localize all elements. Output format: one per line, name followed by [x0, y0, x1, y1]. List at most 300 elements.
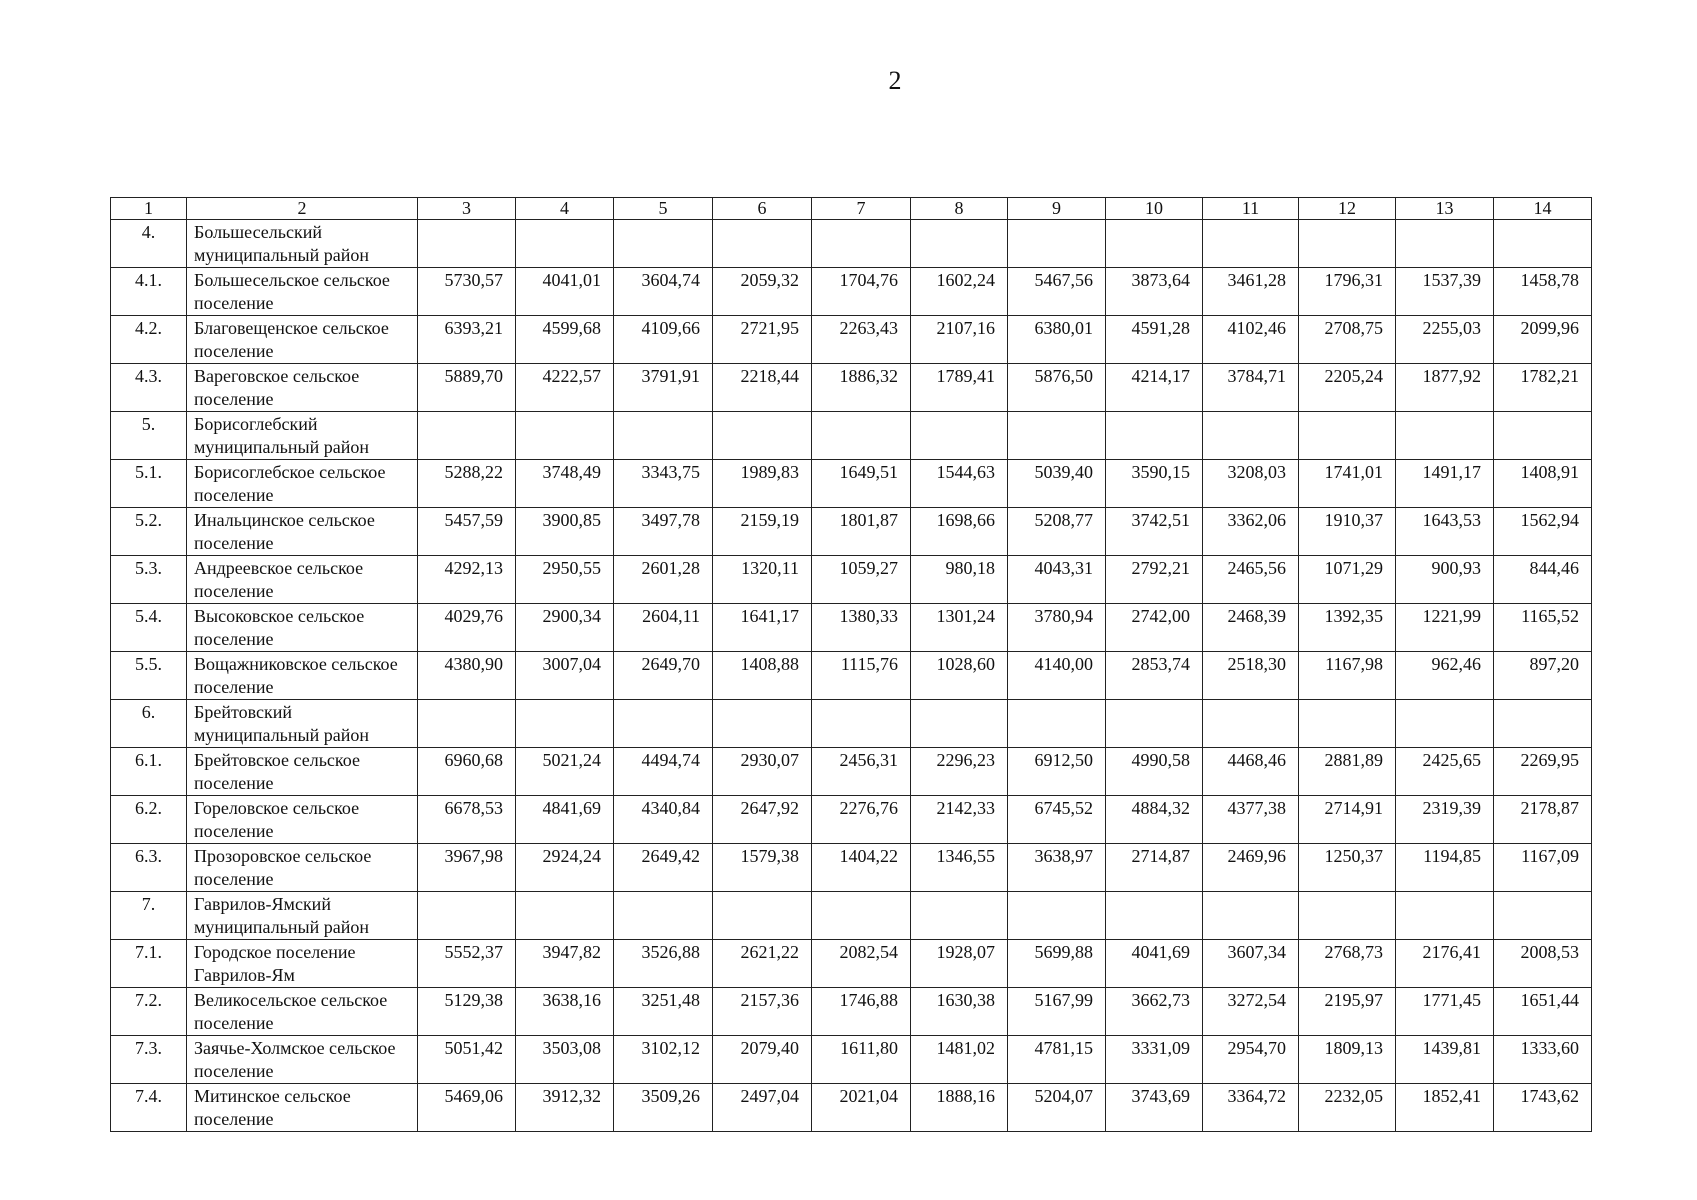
value-cell	[911, 892, 1008, 940]
value-cell	[1299, 220, 1396, 268]
value-cell: 1651,44	[1494, 988, 1592, 1036]
column-header-4: 4	[516, 198, 614, 220]
value-cell	[516, 412, 614, 460]
value-cell: 2649,42	[614, 844, 713, 892]
value-cell: 2881,89	[1299, 748, 1396, 796]
value-cell: 2647,92	[713, 796, 812, 844]
row-number-cell: 6.	[111, 700, 187, 748]
value-cell: 2924,24	[516, 844, 614, 892]
value-cell: 1641,17	[713, 604, 812, 652]
column-header-2: 2	[187, 198, 418, 220]
value-cell	[1494, 412, 1592, 460]
value-cell: 1746,88	[812, 988, 911, 1036]
table-row	[111, 268, 1592, 316]
value-cell: 1888,16	[911, 1084, 1008, 1132]
value-cell: 5699,88	[1008, 940, 1106, 988]
value-cell: 3791,91	[614, 364, 713, 412]
column-header-6: 6	[713, 198, 812, 220]
value-cell: 1611,80	[812, 1036, 911, 1084]
value-cell: 1852,41	[1396, 1084, 1494, 1132]
row-number-cell: 6.2.	[111, 796, 187, 844]
value-cell: 1167,98	[1299, 652, 1396, 700]
row-number-cell: 6.1.	[111, 748, 187, 796]
value-cell	[812, 412, 911, 460]
value-cell	[713, 700, 812, 748]
value-cell: 6380,01	[1008, 316, 1106, 364]
value-cell: 3662,73	[1106, 988, 1203, 1036]
value-cell: 5889,70	[418, 364, 516, 412]
table-row	[111, 460, 1592, 508]
row-number-cell: 4.	[111, 220, 187, 268]
table-row	[111, 1036, 1592, 1084]
value-cell: 2465,56	[1203, 556, 1299, 604]
value-cell: 1320,11	[713, 556, 812, 604]
table-body	[111, 198, 1592, 1132]
value-cell: 4041,69	[1106, 940, 1203, 988]
value-cell: 2742,00	[1106, 604, 1203, 652]
row-number-cell: 7.4.	[111, 1084, 187, 1132]
value-cell: 4781,15	[1008, 1036, 1106, 1084]
value-cell: 1743,62	[1494, 1084, 1592, 1132]
value-cell: 3967,98	[418, 844, 516, 892]
value-cell	[1299, 412, 1396, 460]
row-number-cell: 6.3.	[111, 844, 187, 892]
settlement-name-cell: Вощажниковское сельское поселение	[187, 652, 418, 700]
value-cell: 900,93	[1396, 556, 1494, 604]
value-cell: 5129,38	[418, 988, 516, 1036]
value-cell: 1167,09	[1494, 844, 1592, 892]
value-cell: 2178,87	[1494, 796, 1592, 844]
value-cell: 2255,03	[1396, 316, 1494, 364]
value-cell: 1562,94	[1494, 508, 1592, 556]
value-cell: 2107,16	[911, 316, 1008, 364]
value-cell	[1396, 700, 1494, 748]
value-cell	[1203, 412, 1299, 460]
value-cell: 2263,43	[812, 316, 911, 364]
value-cell: 6393,21	[418, 316, 516, 364]
value-cell	[614, 892, 713, 940]
value-cell: 1630,38	[911, 988, 1008, 1036]
value-cell: 1704,76	[812, 268, 911, 316]
value-cell: 1059,27	[812, 556, 911, 604]
value-cell: 1886,32	[812, 364, 911, 412]
value-cell: 2604,11	[614, 604, 713, 652]
settlement-name-cell: Гореловское сельское поселение	[187, 796, 418, 844]
value-cell	[713, 412, 812, 460]
value-cell: 2276,76	[812, 796, 911, 844]
value-cell: 5467,56	[1008, 268, 1106, 316]
table-row	[111, 556, 1592, 604]
value-cell: 3272,54	[1203, 988, 1299, 1036]
value-cell: 1194,85	[1396, 844, 1494, 892]
value-cell: 2621,22	[713, 940, 812, 988]
value-cell: 6678,53	[418, 796, 516, 844]
value-cell	[614, 412, 713, 460]
value-cell: 3362,06	[1203, 508, 1299, 556]
table-row	[111, 220, 1592, 268]
value-cell: 2142,33	[911, 796, 1008, 844]
table-header-row	[111, 198, 1592, 220]
value-cell: 1221,99	[1396, 604, 1494, 652]
value-cell: 2714,87	[1106, 844, 1203, 892]
row-number-cell: 7.2.	[111, 988, 187, 1036]
value-cell: 1481,02	[911, 1036, 1008, 1084]
value-cell: 2082,54	[812, 940, 911, 988]
column-header-10: 10	[1106, 198, 1203, 220]
value-cell	[812, 892, 911, 940]
value-cell: 2021,04	[812, 1084, 911, 1132]
row-number-cell: 5.3.	[111, 556, 187, 604]
value-cell	[1008, 412, 1106, 460]
value-cell: 2269,95	[1494, 748, 1592, 796]
value-cell: 3743,69	[1106, 1084, 1203, 1132]
row-number-cell: 5.5.	[111, 652, 187, 700]
value-cell: 2708,75	[1299, 316, 1396, 364]
value-cell: 3509,26	[614, 1084, 713, 1132]
settlement-name-cell: Прозоровское сельское поселение	[187, 844, 418, 892]
value-cell: 2159,19	[713, 508, 812, 556]
value-cell: 1771,45	[1396, 988, 1494, 1036]
value-cell	[911, 220, 1008, 268]
row-number-cell: 4.3.	[111, 364, 187, 412]
value-cell: 5469,06	[418, 1084, 516, 1132]
tariff-table	[110, 197, 1592, 1132]
table-row	[111, 892, 1592, 940]
value-cell: 4468,46	[1203, 748, 1299, 796]
value-cell: 3912,32	[516, 1084, 614, 1132]
value-cell	[516, 220, 614, 268]
value-cell: 3638,97	[1008, 844, 1106, 892]
settlement-name-cell: Благовещенское сельское поселение	[187, 316, 418, 364]
column-header-3: 3	[418, 198, 516, 220]
table-row	[111, 508, 1592, 556]
value-cell	[1299, 892, 1396, 940]
settlement-name-cell: Инальцинское сельское поселение	[187, 508, 418, 556]
value-cell: 5552,37	[418, 940, 516, 988]
row-number-cell: 7.3.	[111, 1036, 187, 1084]
value-cell	[812, 220, 911, 268]
value-cell: 6912,50	[1008, 748, 1106, 796]
value-cell: 4041,01	[516, 268, 614, 316]
value-cell	[614, 220, 713, 268]
settlement-name-cell: Андреевское сельское поселение	[187, 556, 418, 604]
value-cell: 5021,24	[516, 748, 614, 796]
value-cell: 4884,32	[1106, 796, 1203, 844]
settlement-name-cell: Большесельское сельское поселение	[187, 268, 418, 316]
value-cell: 3331,09	[1106, 1036, 1203, 1084]
settlement-name-cell: Митинское сельское поселение	[187, 1084, 418, 1132]
value-cell: 1346,55	[911, 844, 1008, 892]
settlement-name-cell: Большесельский муниципальный район	[187, 220, 418, 268]
value-cell: 2853,74	[1106, 652, 1203, 700]
value-cell: 3607,34	[1203, 940, 1299, 988]
table-row	[111, 1084, 1592, 1132]
value-cell: 2205,24	[1299, 364, 1396, 412]
value-cell: 1333,60	[1494, 1036, 1592, 1084]
value-cell: 2079,40	[713, 1036, 812, 1084]
value-cell: 1165,52	[1494, 604, 1592, 652]
row-number-cell: 7.	[111, 892, 187, 940]
value-cell	[1494, 700, 1592, 748]
value-cell: 2768,73	[1299, 940, 1396, 988]
value-cell	[1494, 220, 1592, 268]
value-cell: 3503,08	[516, 1036, 614, 1084]
value-cell	[911, 412, 1008, 460]
value-cell: 3748,49	[516, 460, 614, 508]
value-cell: 1698,66	[911, 508, 1008, 556]
value-cell: 3873,64	[1106, 268, 1203, 316]
settlement-name-cell: Заячье-Холмское сельское поселение	[187, 1036, 418, 1084]
value-cell: 1380,33	[812, 604, 911, 652]
value-cell: 4340,84	[614, 796, 713, 844]
value-cell: 2176,41	[1396, 940, 1494, 988]
value-cell: 1491,17	[1396, 460, 1494, 508]
value-cell	[614, 700, 713, 748]
value-cell: 1643,53	[1396, 508, 1494, 556]
value-cell: 4029,76	[418, 604, 516, 652]
table-row	[111, 412, 1592, 460]
value-cell: 4109,66	[614, 316, 713, 364]
value-cell	[1106, 220, 1203, 268]
value-cell: 4140,00	[1008, 652, 1106, 700]
value-cell: 2195,97	[1299, 988, 1396, 1036]
value-cell	[1106, 892, 1203, 940]
value-cell: 2714,91	[1299, 796, 1396, 844]
value-cell	[1203, 700, 1299, 748]
value-cell: 5208,77	[1008, 508, 1106, 556]
value-cell: 2601,28	[614, 556, 713, 604]
value-cell	[1106, 700, 1203, 748]
settlement-name-cell: Брейтовское сельское поселение	[187, 748, 418, 796]
value-cell: 1649,51	[812, 460, 911, 508]
value-cell: 1544,63	[911, 460, 1008, 508]
value-cell: 2930,07	[713, 748, 812, 796]
column-header-8: 8	[911, 198, 1008, 220]
value-cell	[911, 700, 1008, 748]
value-cell: 3251,48	[614, 988, 713, 1036]
value-cell: 980,18	[911, 556, 1008, 604]
value-cell: 6960,68	[418, 748, 516, 796]
value-cell	[418, 700, 516, 748]
value-cell: 3102,12	[614, 1036, 713, 1084]
value-cell: 1392,35	[1299, 604, 1396, 652]
column-header-7: 7	[812, 198, 911, 220]
value-cell: 2218,44	[713, 364, 812, 412]
column-header-13: 13	[1396, 198, 1494, 220]
value-cell: 5288,22	[418, 460, 516, 508]
value-cell: 1408,91	[1494, 460, 1592, 508]
column-header-14: 14	[1494, 198, 1592, 220]
column-header-11: 11	[1203, 198, 1299, 220]
value-cell: 2469,96	[1203, 844, 1299, 892]
settlement-name-cell: Вареговское сельское поселение	[187, 364, 418, 412]
page-number: 2	[888, 66, 902, 95]
value-cell: 2319,39	[1396, 796, 1494, 844]
value-cell: 3526,88	[614, 940, 713, 988]
value-cell: 3343,75	[614, 460, 713, 508]
table-row	[111, 940, 1592, 988]
value-cell: 844,46	[1494, 556, 1592, 604]
row-number-cell: 7.1.	[111, 940, 187, 988]
value-cell: 3590,15	[1106, 460, 1203, 508]
value-cell: 1782,21	[1494, 364, 1592, 412]
value-cell	[1396, 892, 1494, 940]
value-cell: 1439,81	[1396, 1036, 1494, 1084]
value-cell: 1602,24	[911, 268, 1008, 316]
value-cell: 5876,50	[1008, 364, 1106, 412]
value-cell: 4591,28	[1106, 316, 1203, 364]
settlement-name-cell: Гаврилов-Ямский муниципальный район	[187, 892, 418, 940]
settlement-name-cell: Великосельское сельское поселение	[187, 988, 418, 1036]
table-row	[111, 604, 1592, 652]
value-cell	[1494, 892, 1592, 940]
value-cell: 1537,39	[1396, 268, 1494, 316]
value-cell	[1008, 700, 1106, 748]
value-cell: 4380,90	[418, 652, 516, 700]
row-number-cell: 5.	[111, 412, 187, 460]
value-cell	[1299, 700, 1396, 748]
value-cell: 2468,39	[1203, 604, 1299, 652]
value-cell: 5204,07	[1008, 1084, 1106, 1132]
value-cell: 2792,21	[1106, 556, 1203, 604]
table-row	[111, 652, 1592, 700]
value-cell: 2059,32	[713, 268, 812, 316]
value-cell	[418, 412, 516, 460]
value-cell	[713, 220, 812, 268]
row-number-cell: 4.1.	[111, 268, 187, 316]
value-cell: 2497,04	[713, 1084, 812, 1132]
value-cell: 1910,37	[1299, 508, 1396, 556]
value-cell: 3780,94	[1008, 604, 1106, 652]
value-cell: 3007,04	[516, 652, 614, 700]
table-row	[111, 988, 1592, 1036]
column-header-5: 5	[614, 198, 713, 220]
value-cell	[713, 892, 812, 940]
value-cell	[1203, 892, 1299, 940]
value-cell: 1877,92	[1396, 364, 1494, 412]
value-cell: 2232,05	[1299, 1084, 1396, 1132]
value-cell: 2456,31	[812, 748, 911, 796]
row-number-cell: 5.2.	[111, 508, 187, 556]
value-cell: 1408,88	[713, 652, 812, 700]
value-cell	[418, 220, 516, 268]
value-cell	[516, 700, 614, 748]
value-cell: 3461,28	[1203, 268, 1299, 316]
row-number-cell: 5.1.	[111, 460, 187, 508]
value-cell: 4841,69	[516, 796, 614, 844]
value-cell: 3742,51	[1106, 508, 1203, 556]
value-cell	[1396, 220, 1494, 268]
value-cell: 3604,74	[614, 268, 713, 316]
value-cell: 3900,85	[516, 508, 614, 556]
value-cell: 1928,07	[911, 940, 1008, 988]
value-cell	[1008, 220, 1106, 268]
value-cell	[1008, 892, 1106, 940]
value-cell: 1250,37	[1299, 844, 1396, 892]
value-cell: 3638,16	[516, 988, 614, 1036]
value-cell: 2950,55	[516, 556, 614, 604]
value-cell: 1989,83	[713, 460, 812, 508]
value-cell	[1396, 412, 1494, 460]
table-row	[111, 316, 1592, 364]
value-cell: 4222,57	[516, 364, 614, 412]
value-cell: 5167,99	[1008, 988, 1106, 1036]
value-cell: 4043,31	[1008, 556, 1106, 604]
value-cell	[1203, 220, 1299, 268]
value-cell: 5051,42	[418, 1036, 516, 1084]
value-cell: 4599,68	[516, 316, 614, 364]
value-cell: 2425,65	[1396, 748, 1494, 796]
value-cell: 4102,46	[1203, 316, 1299, 364]
value-cell: 2518,30	[1203, 652, 1299, 700]
value-cell: 1458,78	[1494, 268, 1592, 316]
value-cell: 2721,95	[713, 316, 812, 364]
value-cell: 4990,58	[1106, 748, 1203, 796]
value-cell	[812, 700, 911, 748]
column-header-12: 12	[1299, 198, 1396, 220]
value-cell: 2900,34	[516, 604, 614, 652]
row-number-cell: 4.2.	[111, 316, 187, 364]
value-cell: 5457,59	[418, 508, 516, 556]
value-cell: 5039,40	[1008, 460, 1106, 508]
value-cell: 4292,13	[418, 556, 516, 604]
value-cell: 2954,70	[1203, 1036, 1299, 1084]
table-row	[111, 796, 1592, 844]
column-header-1: 1	[111, 198, 187, 220]
value-cell: 1301,24	[911, 604, 1008, 652]
column-header-9: 9	[1008, 198, 1106, 220]
value-cell: 2649,70	[614, 652, 713, 700]
value-cell: 6745,52	[1008, 796, 1106, 844]
table-row	[111, 748, 1592, 796]
table-row	[111, 700, 1592, 748]
value-cell: 4214,17	[1106, 364, 1203, 412]
value-cell: 897,20	[1494, 652, 1592, 700]
value-cell: 1796,31	[1299, 268, 1396, 316]
value-cell: 1789,41	[911, 364, 1008, 412]
settlement-name-cell: Высоковское сельское поселение	[187, 604, 418, 652]
table-row	[111, 364, 1592, 412]
value-cell: 3497,78	[614, 508, 713, 556]
value-cell	[418, 892, 516, 940]
value-cell: 1741,01	[1299, 460, 1396, 508]
value-cell	[1106, 412, 1203, 460]
value-cell: 3947,82	[516, 940, 614, 988]
value-cell: 1071,29	[1299, 556, 1396, 604]
value-cell: 3208,03	[1203, 460, 1299, 508]
value-cell: 1579,38	[713, 844, 812, 892]
value-cell	[516, 892, 614, 940]
settlement-name-cell: Городское поселение Гаврилов-Ям	[187, 940, 418, 988]
value-cell: 1809,13	[1299, 1036, 1396, 1084]
settlement-name-cell: Борисоглебский муниципальный район	[187, 412, 418, 460]
value-cell: 3784,71	[1203, 364, 1299, 412]
table-row	[111, 844, 1592, 892]
value-cell: 5730,57	[418, 268, 516, 316]
value-cell: 1801,87	[812, 508, 911, 556]
value-cell: 2008,53	[1494, 940, 1592, 988]
settlement-name-cell: Брейтовский муниципальный район	[187, 700, 418, 748]
value-cell: 2099,96	[1494, 316, 1592, 364]
value-cell: 1115,76	[812, 652, 911, 700]
value-cell: 4377,38	[1203, 796, 1299, 844]
value-cell: 3364,72	[1203, 1084, 1299, 1132]
settlement-name-cell: Борисоглебское сельское поселение	[187, 460, 418, 508]
row-number-cell: 5.4.	[111, 604, 187, 652]
value-cell: 1404,22	[812, 844, 911, 892]
value-cell: 4494,74	[614, 748, 713, 796]
value-cell: 2296,23	[911, 748, 1008, 796]
